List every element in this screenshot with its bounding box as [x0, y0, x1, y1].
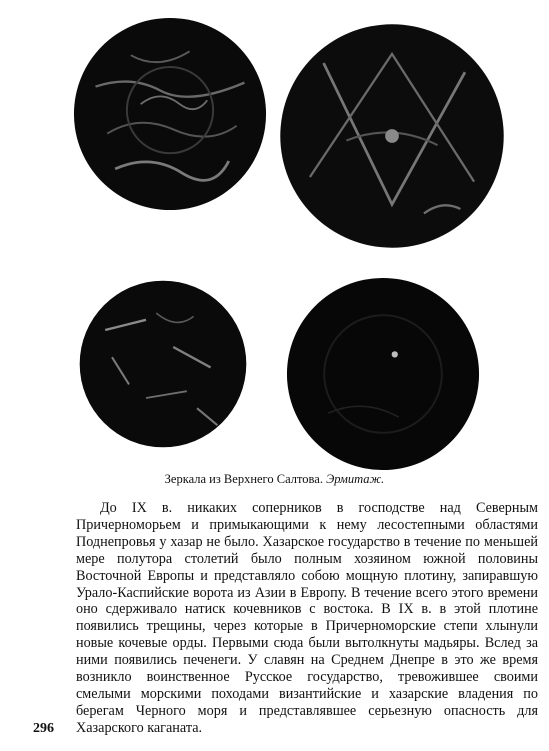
- page-number: 296: [33, 721, 54, 736]
- mirror-photo-top-left: [72, 16, 268, 212]
- caption-museum: Эрмитаж.: [326, 472, 385, 486]
- mirror-photo-bottom-left: [78, 278, 248, 450]
- figure-caption: [0, 472, 549, 487]
- caption-text: Зеркала из Верхнего Салтова.: [164, 472, 323, 486]
- mirror-photo-top-right: [278, 22, 506, 250]
- mirror-photo-bottom-right: [285, 276, 481, 472]
- body-paragraph: [76, 500, 538, 737]
- paragraph-text: До IX в. никаких соперников в господстве над Северным Причерноморьем и примыкающими к нему лесостепными областями Поднепровья у хазар не было. Хазарское государство в течение по меньшей мере полутора столетий было полным хозяином южной половины Восточной Европы и представляло собою мощную плотину, запиравшую Урало-Каспийские ворота из Азии в Европу. В течение всего этого времени оно сдерживало натиск кочевников с востока. В IX в. в этой плотине появились трещины, через которые в Причерноморские степи хлынули новые кочевые орды. Первыми сюда были вытолкнуты мадьяры. Вслед за ними появились печенеги. У славян на Среднем Днепре в это же время возникло воинственное Русское государство, тревожившее своими смелыми морскими походами византийские и хазарские владения по берегам Черного моря и представлявшее серьезную опасность для Хазарского каганата.: [76, 500, 538, 736]
